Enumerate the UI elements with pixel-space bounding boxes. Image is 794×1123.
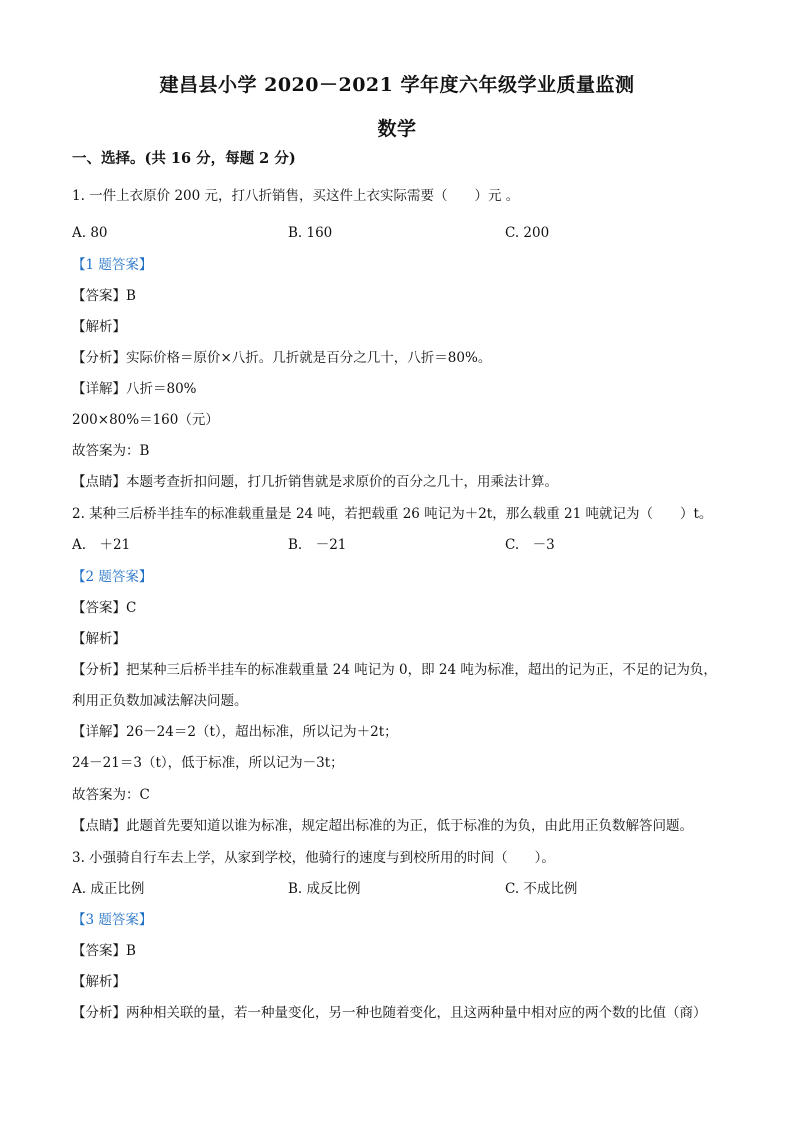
question-3-stem: 3. 小强骑自行车去上学，从家到学校，他骑行的速度与到校所用的时间（ ）。 bbox=[72, 850, 555, 866]
question-1-analysis-label: 【解析】 bbox=[72, 319, 126, 335]
question-2-xiangjie-line-2: 24－21＝3（t），低于标准，所以记为－3t； bbox=[72, 755, 344, 771]
page-title: 建昌县小学 2020－2021 学年度六年级学业质量监测 bbox=[159, 74, 635, 96]
question-3-fenxi: 【分析】两种相关联的量，若一种量变化，另一种也随着变化，且这两种量中相对应的两个数的比值（商） bbox=[72, 1005, 707, 1021]
question-3-option-c: C. 不成比例 bbox=[505, 881, 578, 897]
question-1-stem: 1. 一件上衣原价 200 元，打八折销售，买这件上衣实际需要（ ）元 。 bbox=[72, 188, 520, 204]
question-1-option-a: A. 80 bbox=[72, 225, 108, 241]
question-2-dianjing: 【点睛】此题首先要知道以谁为标准，规定超出标准的为正，低于标准的为负，由此用正负数解答问题。 bbox=[72, 818, 693, 834]
question-1-fenxi: 【分析】实际价格＝原价×八折。几折就是百分之几十，八折＝80%。 bbox=[72, 350, 492, 366]
question-2-conclusion: 故答案为：C bbox=[72, 787, 150, 803]
section-heading: 一、选择。(共 16 分，每题 2 分) bbox=[72, 150, 296, 167]
question-1-option-b: B. 160 bbox=[288, 225, 333, 241]
question-1-xiangjie: 【详解】八折＝80% bbox=[72, 381, 197, 397]
question-3-answer-tag: 【3 题答案】 bbox=[72, 912, 153, 928]
question-2-fenxi-line-1: 【分析】把某种三后桥半挂车的标准载重量 24 吨记为 0，即 24 吨为标准，超出的记为正，不足的记为负， bbox=[72, 662, 717, 678]
question-3-option-b: B. 成反比例 bbox=[288, 881, 361, 897]
question-2-xiangjie-line-1: 【详解】26－24＝2（t），超出标准，所以记为＋2t； bbox=[72, 724, 398, 740]
question-2-answer: 【答案】C bbox=[72, 600, 137, 616]
question-1-answer-tag: 【1 题答案】 bbox=[72, 257, 153, 273]
question-1-dianjing: 【点睛】本题考查折扣问题，打几折销售就是求原价的百分之几十，用乘法计算。 bbox=[72, 474, 558, 490]
question-1-answer: 【答案】B bbox=[72, 288, 136, 304]
question-2-option-c: C. －3 bbox=[505, 537, 555, 553]
question-1-calc: 200×80%＝160（元） bbox=[72, 412, 219, 428]
question-1-conclusion: 故答案为：B bbox=[72, 443, 150, 459]
subject-title: 数学 bbox=[377, 118, 417, 140]
question-2-analysis-label: 【解析】 bbox=[72, 631, 126, 647]
question-2-fenxi-line-2: 利用正负数加减法解决问题。 bbox=[72, 693, 248, 709]
question-2-answer-tag: 【2 题答案】 bbox=[72, 569, 153, 585]
question-1-option-c: C. 200 bbox=[505, 225, 550, 241]
question-3-analysis-label: 【解析】 bbox=[72, 974, 126, 990]
question-3-answer: 【答案】B bbox=[72, 943, 136, 959]
question-2-stem: 2. 某种三后桥半挂车的标准载重量是 24 吨，若把载重 26 吨记为＋2t，那么载重 21 吨就记为（ ）t。 bbox=[72, 506, 713, 522]
question-3-option-a: A. 成正比例 bbox=[72, 881, 145, 897]
question-2-option-b: B. －21 bbox=[288, 537, 347, 553]
question-2-option-a: A. ＋21 bbox=[72, 537, 131, 553]
